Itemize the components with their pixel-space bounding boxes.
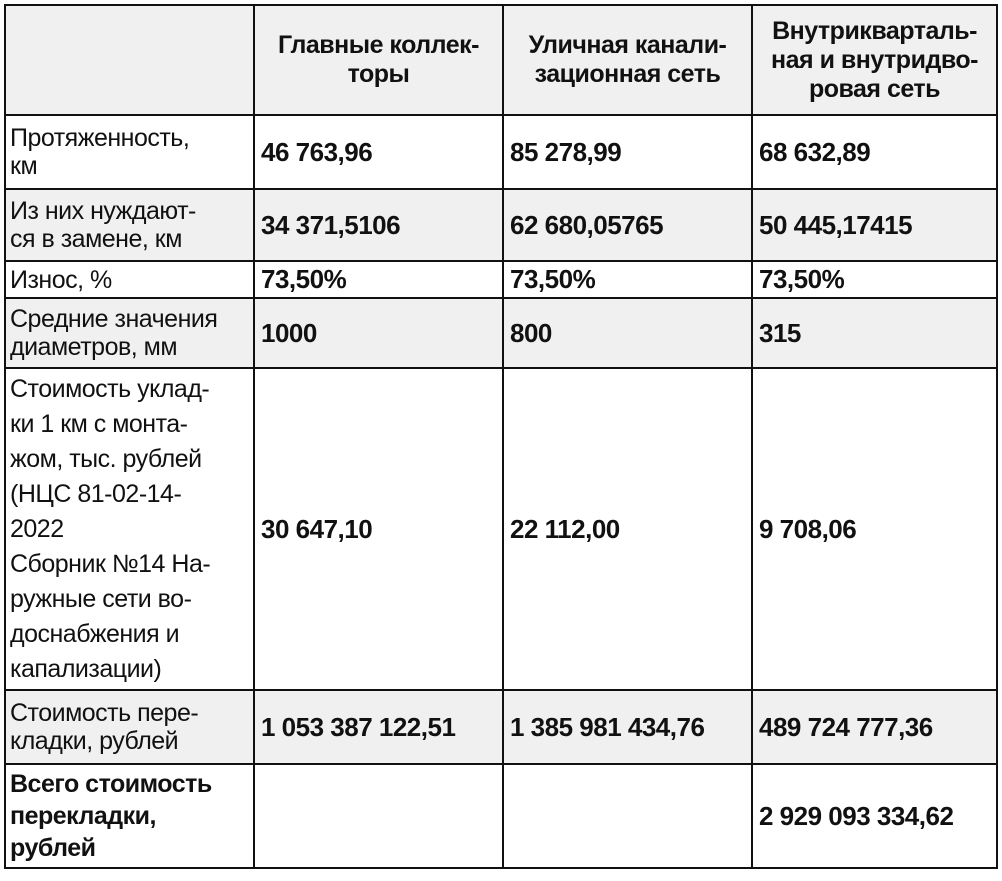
cell-relaying-cost-main: 1 053 387 122,51	[254, 690, 503, 764]
cell-length-main: 46 763,96	[254, 115, 503, 189]
cell-total-intra: 2 929 093 334,62	[752, 764, 997, 868]
table-row-relaying-cost	[5, 690, 997, 764]
table-row-wear	[5, 261, 997, 298]
row-label-length: Протяженность, км	[5, 115, 254, 189]
cell-wear-street: 73,50%	[503, 261, 752, 298]
table-row-replacement-needed	[5, 189, 997, 261]
header-row	[5, 5, 997, 115]
row-label-laying-cost: Стоимость уклад- ки 1 км с монта- жом, тыс. рублей (НЦС 81-02-14- 2022 Сборник №14 На- ружные сети во- доснабжения и капализации)	[5, 368, 254, 690]
cell-replacement-street: 62 680,05765	[503, 189, 752, 261]
cell-relaying-cost-street: 1 385 981 434,76	[503, 690, 752, 764]
table-row-total	[5, 764, 997, 868]
cell-total-main	[254, 764, 503, 868]
table-row-length	[5, 115, 997, 189]
cell-wear-intra: 73,50%	[752, 261, 997, 298]
cell-wear-main: 73,50%	[254, 261, 503, 298]
cell-length-intra: 68 632,89	[752, 115, 997, 189]
row-label-relaying-cost: Стоимость пере- кладки, рублей	[5, 690, 254, 764]
table-row-laying-cost	[5, 368, 997, 690]
cell-length-street: 85 278,99	[503, 115, 752, 189]
table-row-diameter	[5, 298, 997, 368]
cell-laying-cost-street: 22 112,00	[503, 368, 752, 690]
header-street-sewer-network: Уличная канали- зационная сеть	[503, 5, 752, 115]
header-intra-block-network: Внутрикварталь- ная и внутридво- ровая сеть	[752, 5, 997, 115]
cell-diameter-main: 1000	[254, 298, 503, 368]
cell-replacement-intra: 50 445,17415	[752, 189, 997, 261]
cell-diameter-street: 800	[503, 298, 752, 368]
header-main-collectors: Главные коллек- торы	[254, 5, 503, 115]
cell-laying-cost-intra: 9 708,06	[752, 368, 997, 690]
cell-total-street	[503, 764, 752, 868]
cell-replacement-main: 34 371,5106	[254, 189, 503, 261]
cell-relaying-cost-intra: 489 724 777,36	[752, 690, 997, 764]
row-label-diameter: Средние значения диаметров, мм	[5, 298, 254, 368]
header-empty-cell	[5, 5, 254, 115]
row-label-total: Всего стоимость перекладки, рублей	[5, 764, 254, 868]
cell-diameter-intra: 315	[752, 298, 997, 368]
row-label-replacement-needed: Из них нуждают- ся в замене, км	[5, 189, 254, 261]
sewer-network-cost-table	[4, 4, 998, 869]
cell-laying-cost-main: 30 647,10	[254, 368, 503, 690]
row-label-wear: Износ, %	[5, 261, 254, 298]
